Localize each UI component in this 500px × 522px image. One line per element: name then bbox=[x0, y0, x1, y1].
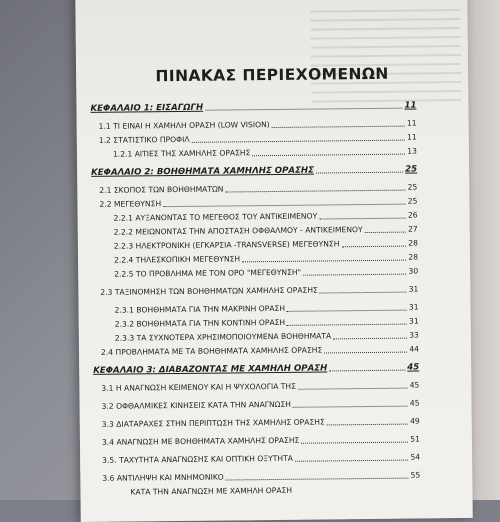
toc-entry-title: ΚΕΦΑΛΑΙΟ 2: ΒΟΗΘΗΜΑΤΑ ΧΑΜΗΛΗΣ ΟΡΑΣΗΣ bbox=[91, 165, 315, 178]
toc-entry bbox=[113, 142, 417, 159]
toc-entry-title: 2.4 ΠΡΟΒΛΗΜΑΤΑ ΜΕ ΤΑ ΒΟΗΘΗΜΑΤΑ ΧΑΜΗΛΗΣ ΟΡΑΣΗΣ bbox=[100, 345, 323, 357]
dot-leader bbox=[316, 172, 403, 174]
toc-entry bbox=[102, 412, 420, 429]
toc-entry-title: 2.2.4 ΤΗΛΕΣΚΟΠΙΚΗ ΜΕΓΕΘΥΝΣΗ bbox=[113, 254, 241, 265]
toc-entry-title: 2.3.2 ΒΟΗΘΗΜΑΤΑ ΓΙΑ ΤΗΝ ΚΟΝΤΙΝΗ ΟΡΑΣΗ bbox=[114, 317, 286, 329]
toc-entry bbox=[102, 430, 420, 447]
toc-chapter bbox=[90, 97, 416, 114]
dot-leader bbox=[333, 338, 407, 340]
toc-page-number: 49 bbox=[410, 416, 420, 426]
dot-leader bbox=[298, 388, 408, 390]
toc-page-number: 31 bbox=[408, 316, 419, 326]
toc-entry-title: 2.2.5 ΤΟ ΠΡΟΒΛΗΜΑ ΜΕ ΤΟΝ ΟΡΟ "ΜΕΓΕΘΥΝΣΗ" bbox=[114, 267, 302, 279]
toc-entry-title: 1.2 ΣΤΑΤΙΣΤΙΚΟ ΠΡΟΦΙΛ bbox=[98, 134, 190, 145]
toc-page-number: 31 bbox=[408, 302, 419, 312]
dot-leader bbox=[252, 154, 405, 157]
toc-page-number: 28 bbox=[408, 252, 419, 262]
toc-page-number: 11 bbox=[404, 100, 417, 111]
dot-leader bbox=[295, 460, 409, 462]
toc-page-number: 27 bbox=[408, 224, 418, 234]
toc-entry bbox=[100, 280, 418, 297]
dot-leader bbox=[327, 424, 408, 426]
toc-entry-title: 2.2.2 ΜΕΙΩΝΟΝΤΑΣ ΤΗΝ ΑΠΟΣΤΑΣΗ ΟΦΘΑΛΜΟΥ - ΑΝΤΙΚΕΙΜΕΝΟΥ bbox=[113, 225, 363, 237]
dot-leader bbox=[324, 352, 407, 354]
toc-page-number: 33 bbox=[409, 330, 419, 340]
dot-leader bbox=[365, 232, 406, 233]
toc-entry-title: 3.1 Η ΑΝΑΓΝΩΣΗ ΚΕΙΜΕΝΟΥ ΚΑΙ Η ΨΥΧΟΛΟΓΙΑ ΤΗΣ bbox=[101, 381, 296, 393]
toc-entry-title: 3.5. ΤΑΧΥΤΗΤΑ ΑΝΑΓΝΩΣΗΣ ΚΑΙ ΟΠΤΙΚΗ ΟΞΥΤΗΤΑ bbox=[102, 453, 293, 465]
page-title: ΠΙΝΑΚΑΣ ΠΕΡΙΕΧΟΜΕΝΩΝ bbox=[155, 64, 389, 86]
dot-leader bbox=[329, 370, 405, 372]
toc-page-number: 45 bbox=[407, 362, 420, 373]
toc-entry-title: 3.4 ΑΝΑΓΝΩΣΗ ΜΕ ΒΟΗΘΗΜΑΤΑ ΧΑΜΗΛΗΣ ΟΡΑΣΗΣ bbox=[101, 435, 300, 447]
toc-page-number: 11 bbox=[407, 132, 417, 142]
toc-page-number: 45 bbox=[409, 398, 420, 408]
toc-chapter bbox=[91, 160, 417, 177]
toc-page-number: 13 bbox=[407, 146, 417, 156]
toc-page-number: 30 bbox=[408, 266, 419, 276]
toc-chapter bbox=[93, 358, 419, 375]
dot-leader bbox=[226, 478, 409, 481]
toc-entry-continuation: ΚΑΤΑ ΤΗΝ ΑΝΑΓΝΩΣΗ ΜΕ ΧΑΜΗΛΗ ΟΡΑΣΗ bbox=[130, 485, 293, 497]
toc-page-number: 51 bbox=[410, 434, 420, 444]
toc-entry-title: 1.2.1 ΑΙΤΙΕΣ ΤΗΣ ΧΑΜΗΛΗΣ ΟΡΑΣΗΣ bbox=[112, 148, 251, 159]
toc-page-number: 26 bbox=[407, 210, 418, 220]
dot-leader bbox=[319, 218, 406, 220]
toc-page-number: 25 bbox=[407, 196, 418, 206]
toc-entry-title: ΚΕΦΑΛΑΙΟ 3: ΔΙΑΒΑΖΟΝΤΑΣ ΜΕ ΧΑΜΗΛΗ ΟΡΑΣΗ bbox=[93, 363, 328, 376]
toc-entry-title: 2.1 ΣΚΟΠΟΣ ΤΩΝ ΒΟΗΘΗΜΑΤΩΝ bbox=[99, 184, 224, 195]
dot-leader bbox=[287, 310, 407, 312]
toc-entry bbox=[114, 262, 418, 279]
toc-page-number: 31 bbox=[408, 284, 419, 294]
toc-page-number: 25 bbox=[407, 182, 418, 192]
toc-entry-title: 2.3 ΤΑΞΙΝΟΜΗΣΗ ΤΩΝ ΒΟΗΘΗΜΑΤΩΝ ΧΑΜΗΛΗΣ ΟΡΑΣΗΣ bbox=[100, 285, 318, 297]
toc-entry bbox=[101, 340, 419, 357]
toc-page-number: 45 bbox=[409, 380, 420, 390]
book-page bbox=[75, 0, 473, 522]
bleed-through-text bbox=[310, 2, 461, 99]
dot-leader bbox=[272, 126, 405, 128]
toc-entry-title: ΚΕΦΑΛΑΙΟ 1: ΕΙΣΑΓΩΓΗ bbox=[90, 102, 204, 114]
toc-entry-title: 1.1 ΤΙ ΕΙΝΑΙ Η ΧΑΜΗΛΗ ΟΡΑΣΗ (LOW VISION) bbox=[98, 120, 270, 131]
dot-leader bbox=[301, 442, 408, 444]
toc-entry-title: 3.3 ΔΙΑΤΑΡΑΧΕΣ ΣΤΗΝ ΠΕΡΙΠΤΩΣΗ ΤΗΣ ΧΑΜΗΛΗΣ ΟΡΑΣΗΣ bbox=[101, 417, 325, 429]
toc-entry bbox=[101, 394, 419, 411]
toc-entry-title: 2.3.1 ΒΟΗΘΗΜΑΤΑ ΓΙΑ ΤΗΝ ΜΑΚΡΙΝΗ ΟΡΑΣΗ bbox=[114, 303, 286, 315]
toc-entry bbox=[102, 448, 420, 465]
toc-entry-title: 3.6 ΑΝΤΙΛΗΨΗ ΚΑΙ ΜΝΗΜΟΝΙΚΟ bbox=[102, 472, 224, 483]
toc-entry-title: 2.2.1 ΑΥΞΑΝΟΝΤΑΣ ΤΟ ΜΕΓΕΘΟΣ ΤΟΥ ΑΝΤΙΚΕΙΜΕΝΟΥ bbox=[113, 211, 318, 223]
dot-leader bbox=[303, 274, 406, 276]
toc-page-number: 54 bbox=[410, 452, 421, 462]
dot-leader bbox=[341, 246, 406, 248]
dot-leader bbox=[205, 108, 402, 111]
toc-entry-title: 2.3.3 ΤΑ ΣΥΧΝΟΤΕΡΑ ΧΡΗΣΙΜΟΠΟΙΟΥΜΕΝΑ ΒΟΗΘΗΜΑΤΑ bbox=[114, 331, 332, 343]
toc-entry bbox=[101, 376, 419, 393]
toc-page-number: 11 bbox=[406, 118, 417, 128]
toc-page-number: 44 bbox=[409, 344, 420, 354]
toc-page-number: 28 bbox=[408, 238, 418, 248]
toc-entry bbox=[102, 466, 420, 483]
dot-leader bbox=[287, 324, 407, 326]
dot-leader bbox=[293, 406, 408, 408]
toc-page-number: 55 bbox=[410, 470, 421, 480]
toc-entry-title: 3.2 ΟΦΘΑΛΜΙΚΕΣ ΚΙΝΗΣΕΙΣ ΚΑΤΑ ΤΗΝ ΑΝΑΓΝΩΣΗ bbox=[101, 399, 292, 411]
toc-page-number: 25 bbox=[405, 164, 418, 175]
toc-entry-title: 2.2.3 ΗΛΕΚΤΡΟΝΙΚΗ (ΕΓΚΑΡΣΙΑ -TRANSVERSE) ΜΕΓΕΘΥΝΣΗ bbox=[113, 239, 340, 251]
dot-leader bbox=[320, 292, 407, 294]
toc-entry-title: 2.2 ΜΕΓΕΘΥΝΣΗ bbox=[99, 199, 162, 209]
